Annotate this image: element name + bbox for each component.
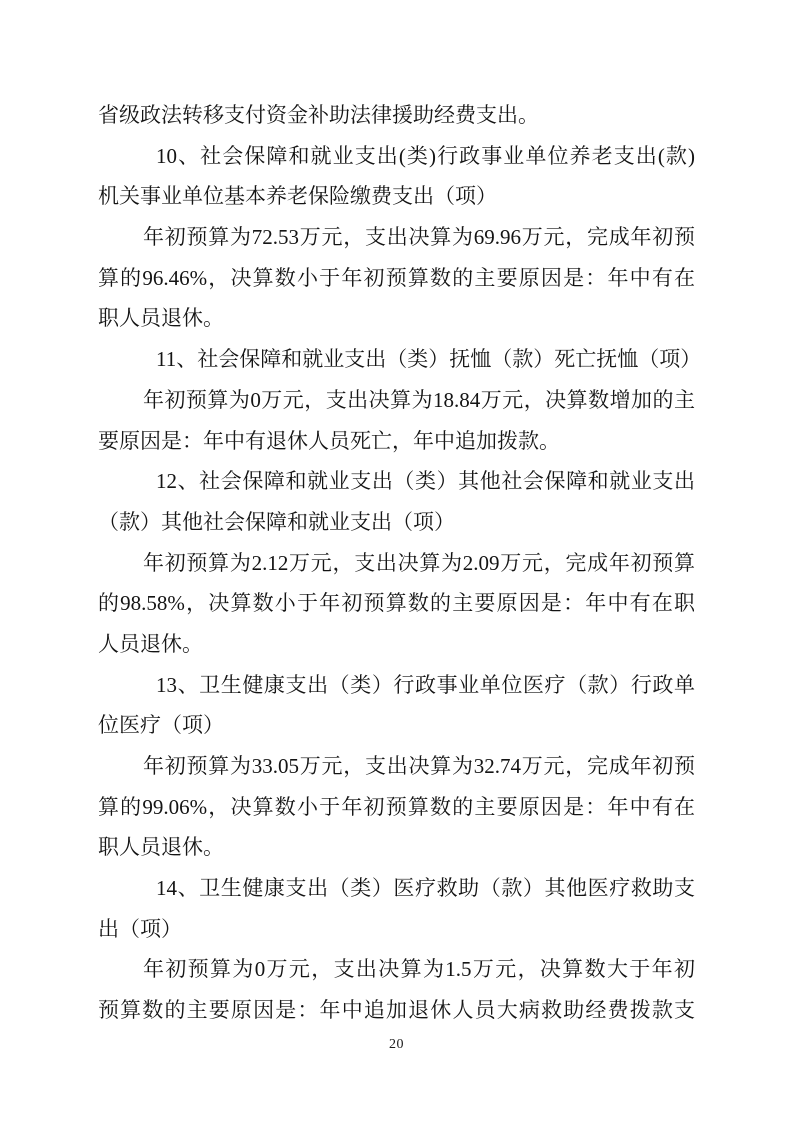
document-line: 预算数的主要原因是：年中追加退休人员大病救助经费拨款支 xyxy=(98,998,695,1023)
document-line: 机关事业单位基本养老保险缴费支出（项） xyxy=(98,184,497,209)
document-line: 年初预算为0万元，支出决算为1.5万元，决算数大于年初 xyxy=(143,957,695,982)
document-line: 算的96.46%，决算数小于年初预算数的主要原因是：年中有在 xyxy=(98,265,695,290)
document-line: 人员退休。 xyxy=(98,631,203,656)
document-line: 的98.58%，决算数小于年初预算数的主要原因是：年中有在职 xyxy=(98,591,695,616)
document-line: （款）其他社会保障和就业支出（项） xyxy=(98,509,455,534)
document-line: 省级政法转移支付资金补助法律援助经费支出。 xyxy=(98,103,539,127)
document-line: 位医疗（项） xyxy=(98,713,224,738)
document-text-block xyxy=(98,95,702,1031)
document-line: 年初预算为33.05万元，支出决算为32.74万元，完成年初预 xyxy=(143,754,695,778)
document-line: 职人员退休。 xyxy=(98,306,224,331)
document-line: 年初预算为72.53万元，支出决算为69.96万元，完成年初预 xyxy=(143,225,695,250)
document-line: 年初预算为2.12万元，支出决算为2.09万元，完成年初预算 xyxy=(143,550,695,575)
document-line-item-11: 11、社会保障和就业支出（类）抚恤（款）死亡抚恤（项） xyxy=(156,347,702,372)
document-line-item-10: 10、社会保障和就业支出(类)行政事业单位养老支出(款) xyxy=(156,143,695,168)
document-line: 年初预算为0万元，支出决算为18.84万元，决算数增加的主 xyxy=(143,387,695,412)
document-line-item-12: 12、社会保障和就业支出（类）其他社会保障和就业支出 xyxy=(156,469,695,494)
page-number: 20 xyxy=(389,1037,404,1052)
document-line: 职人员退休。 xyxy=(98,835,224,860)
document-line-item-14: 14、卫生健康支出（类）医疗救助（款）其他医疗救助支 xyxy=(156,876,695,901)
document-line: 算的99.06%，决算数小于年初预算数的主要原因是：年中有在 xyxy=(98,794,695,819)
document-line-item-13: 13、卫生健康支出（类）行政事业单位医疗（款）行政单 xyxy=(156,672,695,697)
document-line: 要原因是：年中有退休人员死亡，年中追加拨款。 xyxy=(98,428,560,453)
document-line: 出（项） xyxy=(98,916,182,941)
